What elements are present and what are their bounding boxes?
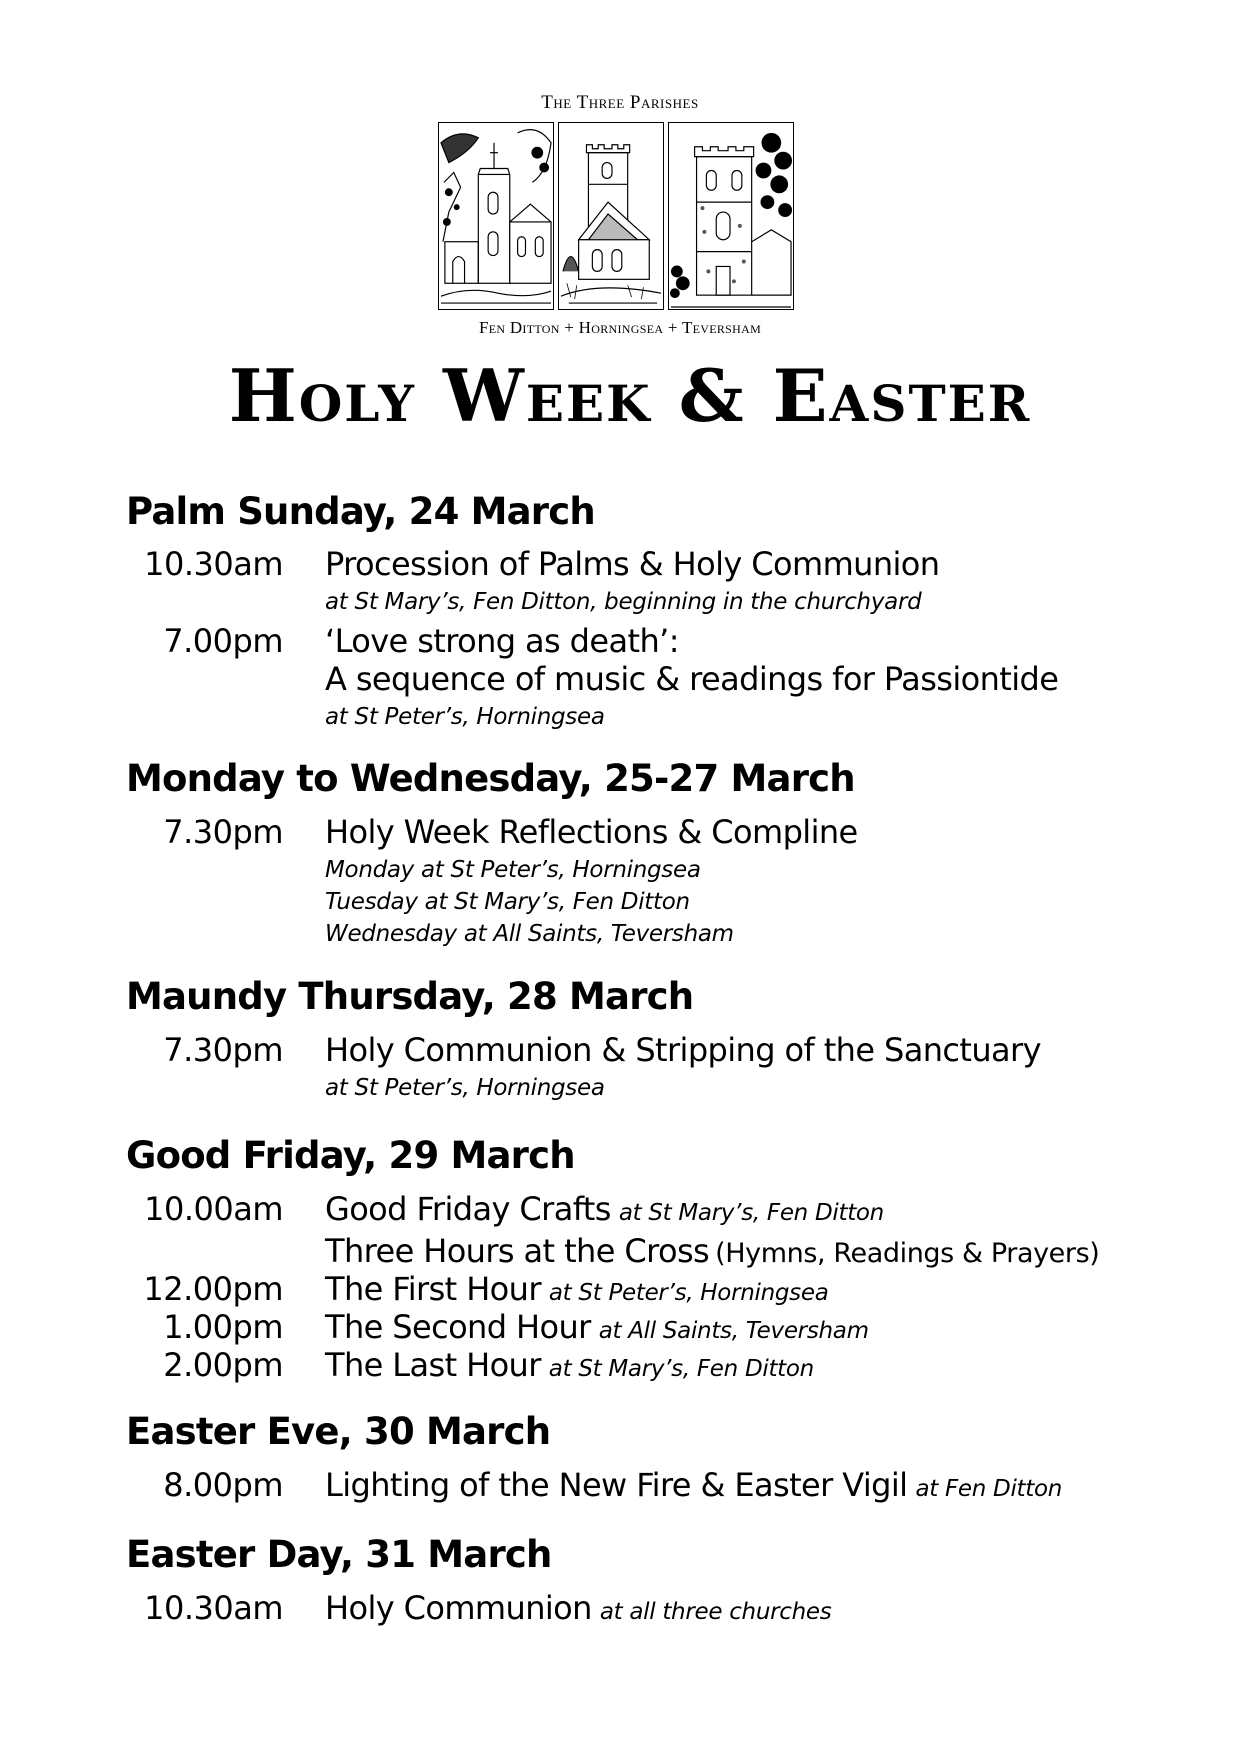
service-title <box>325 1466 1062 1504</box>
service-title <box>325 1270 829 1308</box>
service-location: at St Peter’s, Horningsea <box>325 1075 605 1101</box>
service-location: Wednesday at All Saints, Teversham <box>325 921 734 947</box>
service-location: at All Saints, Teversham <box>598 1318 869 1344</box>
service-time: 12.00pm <box>143 1270 283 1308</box>
service-location: at St Mary’s, Fen Ditton <box>548 1356 814 1382</box>
service-location: at St Peter’s, Horningsea <box>548 1280 829 1306</box>
service-time: 8.00pm <box>163 1466 283 1504</box>
service-location: at St Mary’s, Fen Ditton <box>618 1200 884 1226</box>
service-location: at St Peter’s, Horningsea <box>325 704 605 730</box>
fen-ditton-church-drawing <box>438 122 554 310</box>
day-heading: Maundy Thursday, 28 March <box>126 975 694 1018</box>
service-time: 10.30am <box>144 545 283 583</box>
service-location: at St Mary’s, Fen Ditton, beginning in the churchyard <box>325 589 922 615</box>
service-location: at Fen Ditton <box>915 1476 1063 1502</box>
day-heading: Palm Sunday, 24 March <box>126 490 595 533</box>
day-heading: Good Friday, 29 March <box>126 1134 575 1177</box>
teversham-church-drawing <box>668 122 794 310</box>
day-heading: Easter Eve, 30 March <box>126 1410 551 1453</box>
service-time: 7.00pm <box>163 622 283 660</box>
service-time: 1.00pm <box>163 1308 283 1346</box>
service-title-text: Three Hours at the Cross <box>325 1232 710 1270</box>
service-title <box>325 1308 869 1346</box>
page-title: Holy Week & Easter <box>228 353 1032 438</box>
service-title: Holy Week Reflections & Compline <box>325 813 858 851</box>
service-title-text: The First Hour <box>325 1270 541 1308</box>
service-location: at all three churches <box>599 1599 832 1625</box>
day-heading: Easter Day, 31 March <box>126 1533 552 1576</box>
horningsea-church-drawing <box>558 122 664 310</box>
service-title-text: The Last Hour <box>325 1346 541 1384</box>
service-title-text: Holy Communion <box>325 1589 592 1627</box>
service-time: 2.00pm <box>163 1346 283 1384</box>
service-title: Holy Communion & Stripping of the Sanctuary <box>325 1031 1041 1069</box>
service-title-line2: A sequence of music & readings for Passiontide <box>325 660 1059 698</box>
parishes-heading: The Three Parishes <box>541 92 699 113</box>
service-title <box>325 1346 814 1384</box>
service-note: (Hymns, Readings & Prayers) <box>715 1238 1100 1269</box>
service-time: 10.30am <box>144 1589 283 1627</box>
day-heading: Monday to Wednesday, 25-27 March <box>126 757 855 800</box>
service-title <box>325 1232 1099 1270</box>
service-title <box>325 1190 884 1228</box>
service-title: Procession of Palms & Holy Communion <box>325 545 940 583</box>
service-title: ‘Love strong as death’: <box>325 622 679 660</box>
service-time: 7.30pm <box>163 813 283 851</box>
service-location: Tuesday at St Mary’s, Fen Ditton <box>325 889 690 915</box>
service-time: 10.00am <box>144 1190 283 1228</box>
service-title-text: Good Friday Crafts <box>325 1190 611 1228</box>
service-title-text: Lighting of the New Fire & Easter Vigil <box>325 1466 908 1504</box>
service-title <box>325 1589 831 1627</box>
parishes-subheading: Fen Ditton + Horningsea + Teversham <box>478 318 762 337</box>
service-time: 7.30pm <box>163 1031 283 1069</box>
service-title-text: The Second Hour <box>325 1308 591 1346</box>
service-location: Monday at St Peter’s, Horningsea <box>325 857 701 883</box>
church-illustrations <box>438 122 794 312</box>
